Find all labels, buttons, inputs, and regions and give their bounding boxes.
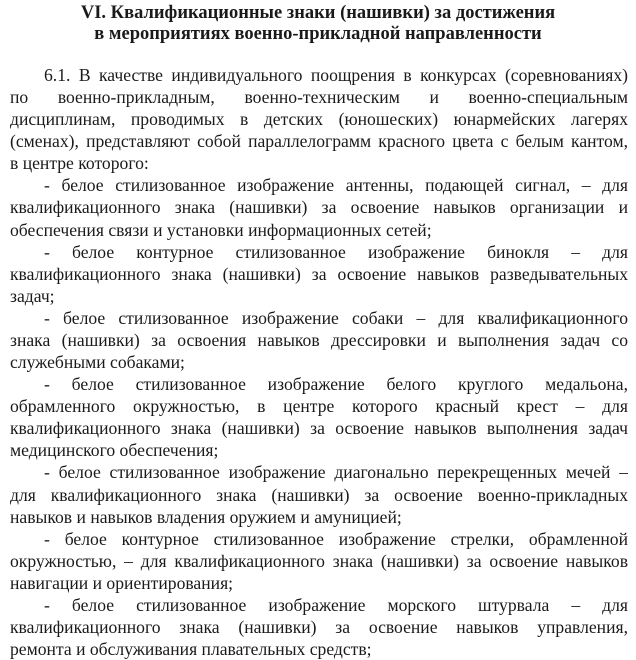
body-line: для квалификационного знака (нашивки) за освоение военно-прикладных [10, 484, 628, 505]
section-title-line-1: VI. Квалификационные знаки (нашивки) за достижения [80, 3, 556, 23]
body-line: квалификационного знака (нашивки) за освоение навыков выполнения задач [10, 418, 628, 439]
body-line: окружностью, – для квалификационного знака (нашивки) за освоение навыков [10, 550, 628, 571]
body-line: служебными собаками; [10, 352, 185, 373]
body-line: квалификационного знака (нашивки) за освоение навыков организации и [10, 197, 628, 218]
body-line: ремонта и обслуживания плавательных средств; [10, 639, 372, 660]
body-line: - белое контурное стилизованное изображение стрелки, обрамленной [44, 528, 628, 549]
body-line: дисциплинам, проводимых в детских (юношеских) юнармейских лагерях [10, 109, 628, 130]
body-line: навыков и навыков владения оружием и амуницией; [10, 506, 402, 527]
body-line: - белое стилизованное изображение диагонально перекрещенных мечей – [44, 462, 628, 483]
body-line: квалификационного знака (нашивки) за освоение навыков разведывательных [10, 263, 628, 284]
section-title-line-2: в мероприятиях военно-прикладной направленности [94, 24, 542, 44]
body-line: - белое стилизованное изображение белого круглого медальона, [44, 374, 628, 395]
body-line: задач; [10, 285, 55, 306]
body-line: медицинского обеспечения; [10, 440, 219, 461]
body-line: - белое стилизованное изображение собаки – для квалификационного [44, 307, 628, 328]
body-line: квалификационного знака (нашивки) за освоение навыков управления, [10, 617, 628, 637]
body-line: в центре которого: [10, 153, 149, 174]
body-line: - белое стилизованное изображение морского штурвала – для [44, 594, 628, 615]
body-line: по военно-прикладным, военно-техническим и военно-специальным [10, 87, 628, 108]
body-line: обеспечения связи и установки информационных сетей; [10, 219, 432, 240]
body-line: - белое контурное стилизованное изображение бинокля – для [44, 241, 628, 262]
body-line: 6.1. В качестве индивидуального поощрения в конкурсах (соревнованиях) [44, 65, 628, 85]
body-line: навигации и ориентирования; [10, 572, 234, 593]
body-line: - белое стилизованное изображение антенны, подающей сигнал, – для [44, 175, 628, 196]
body-line: (сменах), представляют собой параллелограмм красного цвета с белым кантом, [10, 131, 628, 152]
body-line: обрамленного окружностью, в центре которого красный крест – для [10, 396, 628, 417]
body-line: знака (нашивки) за освоения навыков дрессировки и выполнения задач со [10, 329, 628, 350]
